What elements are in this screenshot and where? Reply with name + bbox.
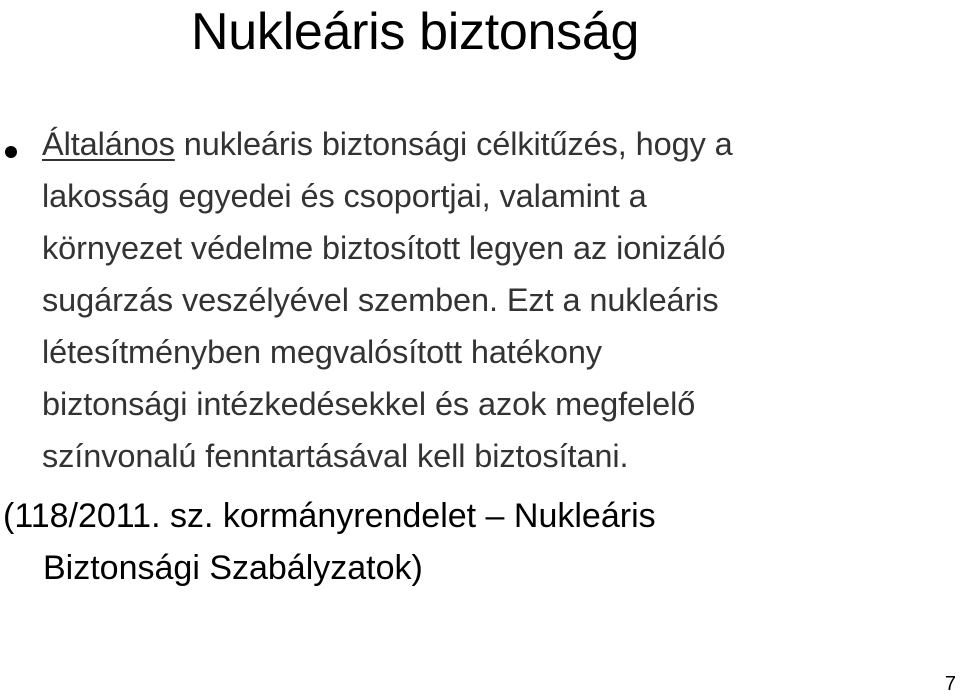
- bullet-line-5: létesítményben megvalósított hatékony: [42, 334, 602, 370]
- bullet-dot-icon: [5, 146, 17, 158]
- bullet-line-2: lakosság egyedei és csoportjai, valamint a: [42, 178, 647, 214]
- page-number: 7: [944, 673, 956, 695]
- citation-line-2: Biztonsági Szabályzatok): [43, 549, 423, 587]
- slide-title: Nukleáris biztonság: [191, 3, 640, 61]
- underlined-word: Általános: [42, 126, 175, 162]
- bullet-line-6: biztonsági intézkedésekkel és azok megfelelő: [42, 386, 696, 422]
- bullet-line-7: színvonalú fenntartásával kell biztosítani.: [42, 438, 629, 474]
- citation-line-1: (118/2011. sz. kormányrendelet – Nukleáris: [3, 497, 656, 535]
- bullet-text: [42, 118, 957, 482]
- bullet-line-3: környezet védelme biztosított legyen az ionizáló: [42, 230, 726, 266]
- citation: [3, 490, 656, 594]
- bullet-line-1-rest: nukleáris biztonsági célkitűzés, hogy a: [174, 126, 733, 162]
- bullet-line-1: [42, 118, 957, 170]
- bullet-line-4: sugárzás veszélyével szemben. Ezt a nukleáris: [42, 282, 719, 318]
